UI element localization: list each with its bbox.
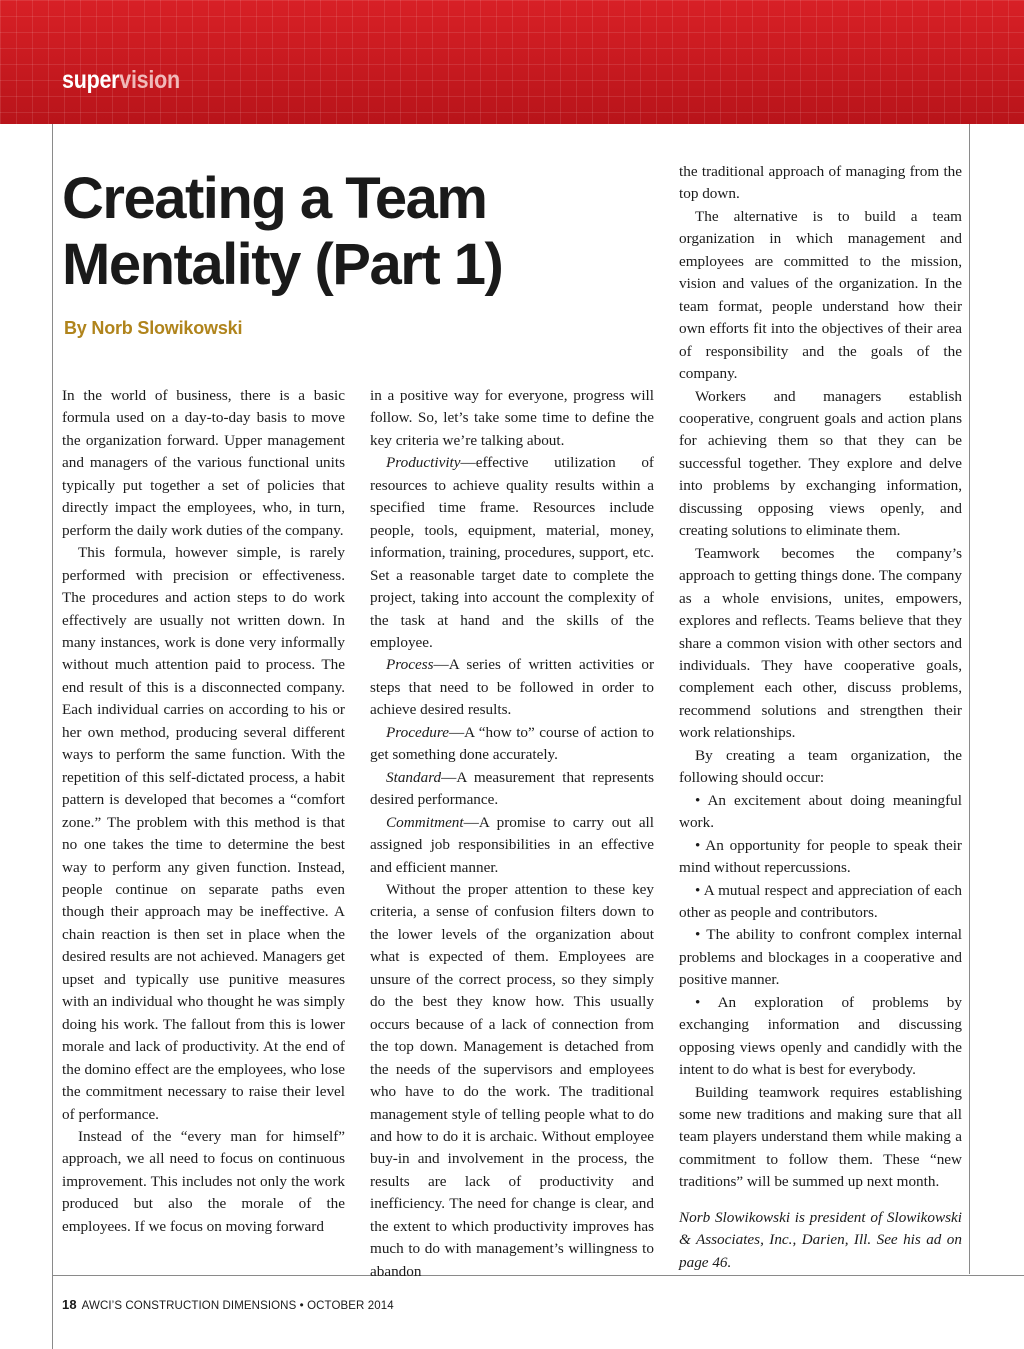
definition-productivity	[370, 452, 654, 654]
paragraph: This formula, however simple, is rarely performed with precision or effectiveness. The procedures and action steps to do work effectively are usually not written down. In many instances, work is done very informally without much attention paid to process. The end result of this is a disconnected company. Each individual carries on according to his or her own method, producing several different ways to perform the same function. With the repetition of this self-dictated process, a habit pattern is developed that becomes a “comfort zone.” The problem with this method is that no one takes the time to determine the best way to perform any given function. Instead, people continue on separate paths even though their approach may be ineffective. A chain reaction is then set in place when the desired results are not achieved. Managers get upset and typically use punitive measures with an individual who thought he was simply doing his work. The fallout from this is lower morale and lack of productivity. At the end of the domino effect are the employees, who lose the commitment necessary to raise their level of performance.	[62, 544, 345, 1123]
list-item: • An excitement about doing meaningful work.	[679, 791, 962, 832]
definition-term: Process	[386, 656, 434, 674]
section-label-bold: super	[62, 66, 120, 94]
definition-standard	[370, 767, 654, 812]
column-2	[370, 385, 654, 1283]
page-number: 18	[62, 1297, 77, 1312]
column-1	[62, 385, 345, 1238]
publication-line: AWCI’S CONSTRUCTION DIMENSIONS • OCTOBER 2014	[81, 1300, 394, 1312]
definition-text: —effective utilization of resources to achieve quality results within a specified time frame. Resources include people, tools, equipment, material, money, information, training, procedures, support, etc. Set a reasonable target date to complete the project, taking into account the complexity of the task at hand and the skills of the employee.	[370, 454, 654, 651]
definition-process	[370, 654, 654, 721]
right-divider	[969, 124, 970, 1274]
definition-term: Commitment	[386, 813, 464, 831]
page-footer	[62, 1297, 394, 1312]
title-line-2: Mentality (Part 1)	[62, 232, 503, 297]
paragraph: The alternative is to build a team organization in which management and employees are committed to the mission, vision and values of the organization. In the team format, people understand how their own efforts fit into the objectives of their area of responsibility and the goals of the company.	[679, 207, 962, 383]
title-line-1: Creating a Team	[62, 166, 487, 231]
paragraph: the traditional approach of managing from the top down.	[679, 163, 962, 203]
definition-term: Procedure	[386, 723, 449, 741]
definition-term: Productivity	[386, 454, 461, 472]
list-item: • An exploration of problems by exchanging information and discussing opposing views openly and candidly with the intent to do what is best for everybody.	[679, 993, 962, 1079]
paragraph: in a positive way for everyone, progress will follow. So, let’s take some time to define the key criteria we’re talking about.	[370, 387, 654, 449]
definition-text: —A measurement that represents desired performance.	[370, 768, 654, 809]
section-label-light: vision	[119, 66, 180, 94]
definition-procedure	[370, 722, 654, 767]
list-item: • The ability to confront complex internal problems and blockages in a cooperative and positive manner.	[679, 926, 962, 989]
byline: By Norb Slowikowski	[64, 318, 243, 338]
article-title	[62, 166, 622, 298]
list-item: • A mutual respect and appreciation of each other as people and contributors.	[679, 881, 962, 921]
paragraph: In the world of business, there is a basic formula used on a day-to-day basis to move the organization forward. Upper management and managers of the various functional units typically put together a set of policies that directly impact the employees, who, in turn, perform the daily work duties of the company.	[62, 387, 345, 539]
paragraph: Workers and managers establish cooperative, congruent goals and action plans for achieving them so that they can be successful together. They explore and delve into problems by exchanging information, discussing opposing views openly, and creating solutions to eliminate them.	[679, 387, 962, 540]
list-item: • An opportunity for people to speak their mind without repercussions.	[679, 836, 962, 877]
paragraph: Instead of the “every man for himself” approach, we all need to focus on continuous improvement. This includes not only the work produced but also the morale of the employees. If we focus on moving forward	[62, 1127, 345, 1235]
column-3	[679, 161, 962, 1274]
section-label	[62, 66, 180, 95]
paragraph: Building teamwork requires establishing some new traditions and making sure that all team players understand them while making a commitment to follow them. These “new traditions” will be summed up next month.	[679, 1083, 962, 1191]
author-bio: Norb Slowikowski is president of Slowikowski & Associates, Inc., Darien, Ill. See his ad on page 46.	[679, 1208, 962, 1271]
definition-text: —A series of written activities or steps that need to be followed in order to achieve desired results.	[370, 656, 654, 719]
paragraph: By creating a team organization, the following should occur:	[679, 746, 962, 787]
definition-text: —A promise to carry out all assigned job responsibilities in an effective and efficient manner.	[370, 813, 654, 876]
definition-term: Standard	[386, 768, 442, 786]
definition-commitment	[370, 812, 654, 879]
left-divider	[52, 124, 53, 1349]
paragraph: Without the proper attention to these key criteria, a sense of confusion filters down to the lower levels of the organization about what is expected of them. Employees are unsure of the correct process, so they simply do the best they know how. This usually occurs because of a lack of connection from the top down. Management is detached from the needs of the supervisors and employees who have to do the work. The traditional management style of telling people what to do and how to do it is archaic. Without employee buy-in and involvement in the process, the results are lack of productivity and inefficiency. The need for change is clear, and the extent to which productivity improves has much to do with management’s willingness to abandon	[370, 880, 654, 1280]
definition-text: —A “how to” course of action to get something done accurately.	[370, 723, 654, 764]
paragraph: Teamwork becomes the company’s approach to getting things done. The company as a whole envisions, unites, empowers, explores and reflects. Teams believe that they share a common vision with other sectors and individuals. They have cooperative goals, complement each other, discuss problems, recommend solutions and strengthen their work relationships.	[679, 544, 962, 742]
header-banner	[0, 0, 1024, 124]
